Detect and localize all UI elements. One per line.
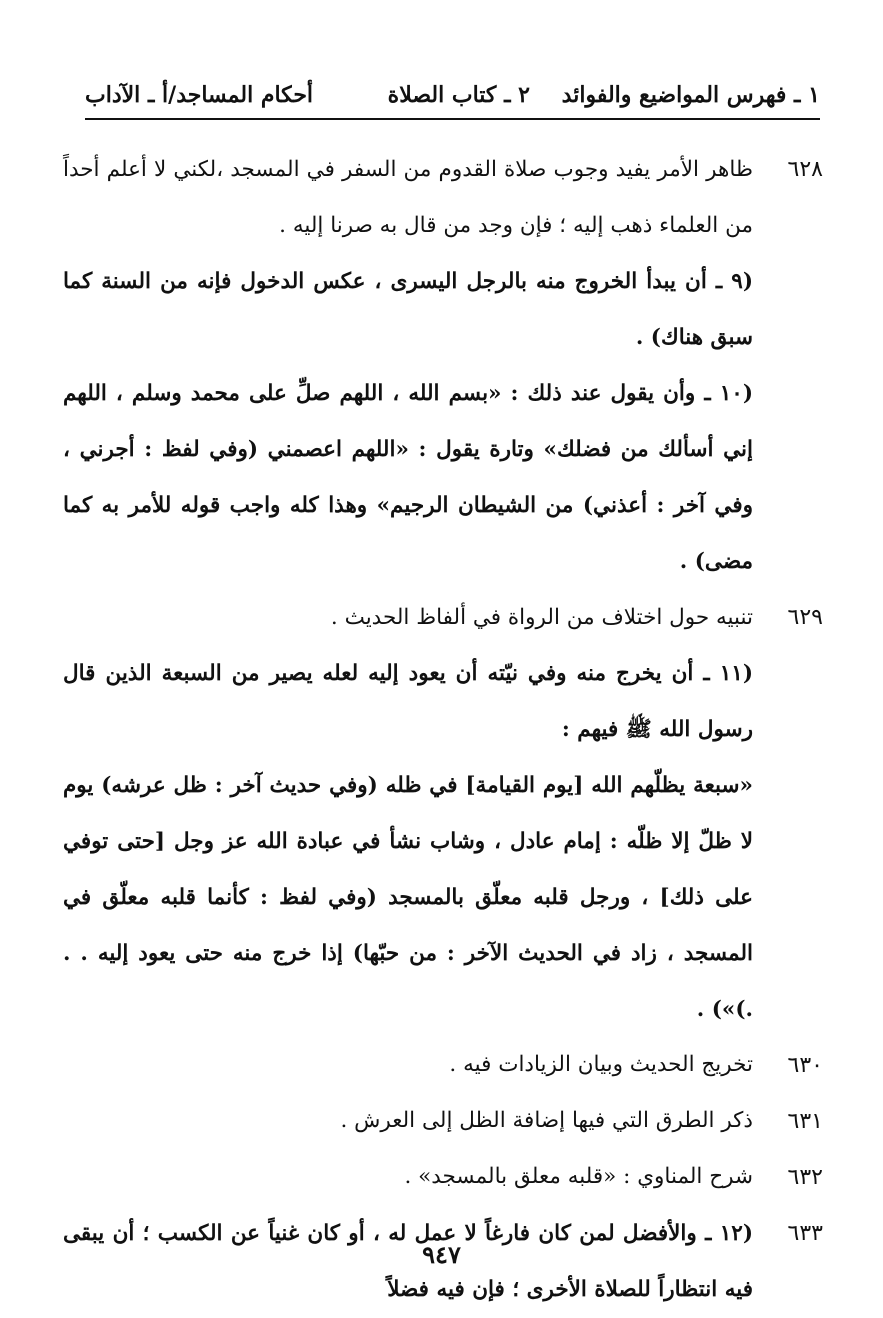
entry-paragraph: ظاهر الأمر يفيد وجوب صلاة القدوم من السفر في المسجد ،لكني لا أعلم أحداً من العلماء ذهب إليه ؛ فإن وجد من قال به صرنا إليه . (63, 157, 753, 238)
index-entry (63, 1094, 823, 1150)
header-section-title: ١ ـ فهرس المواضيع والفوائد (561, 82, 820, 108)
entry-number: ٦٣٢ (787, 1165, 823, 1190)
entry-text (63, 590, 753, 1038)
entry-paragraph: (١٢ ـ والأفضل لمن كان فارغاً لا عمل له ، أو كان غنياً عن الكسب ؛ أن يبقى فيه انتظاراً للصلاة الأخرى ؛ فإن فيه فضلاً (63, 1221, 753, 1302)
entry-paragraph: (٩ ـ أن يبدأ الخروج منه بالرجل اليسرى ، عكس الدخول فإنه من السنة كما سبق هناك) . (63, 269, 753, 350)
entry-number: ٦٣٠ (787, 1053, 823, 1078)
index-entry (63, 1150, 823, 1206)
index-entry (63, 142, 823, 590)
entry-number: ٦٢٨ (787, 157, 823, 182)
header-book-title: ٢ ـ كتاب الصلاة (387, 82, 530, 108)
entry-text (63, 142, 753, 590)
entry-number: ٦٢٩ (787, 605, 823, 630)
entry-text (63, 1038, 753, 1092)
index-entry (63, 590, 823, 1038)
entry-paragraph: «سبعة يظلّهم الله [يوم القيامة] في ظله (وفي حديث آخر : ظل عرشه) يوم لا ظلّ إلا ظلّه : إمام عادل ، وشاب نشأ في عبادة الله عز وجل [حتى توفي على ذلك] ، ورجل قلبه معلّق بالمسجد (وفي لفظ : كأنما قلبه معلّق في المسجد ، زاد في الحديث الآخر : من حبّها) إذا خرج منه حتى يعود إليه . . .)») . (63, 773, 753, 1022)
header-chapter-title: أحكام المساجد/أ ـ الآداب (85, 82, 314, 108)
entry-number: ٦٣٣ (787, 1221, 823, 1246)
entry-paragraph: تنبيه حول اختلاف من الرواة في ألفاظ الحديث . (330, 605, 753, 630)
entry-text (63, 1150, 753, 1204)
entry-number: ٦٣١ (787, 1109, 823, 1134)
index-entry (63, 1038, 823, 1094)
page-number: ٩٤٧ (422, 1240, 461, 1269)
index-entries (63, 142, 823, 1318)
entry-paragraph: تخريج الحديث وبيان الزيادات فيه . (449, 1052, 753, 1077)
entry-paragraph: شرح المناوي : «قلبه معلق بالمسجد» . (404, 1164, 753, 1189)
entry-paragraph: (١١ ـ أن يخرج منه وفي نيّته أن يعود إليه لعله يصير من السبعة الذين قال رسول الله ﷺ فيهم : (63, 661, 753, 742)
running-header (85, 78, 820, 120)
entry-paragraph: (١٠ ـ وأن يقول عند ذلك : «بسم الله ، اللهم صلِّ على محمد وسلم ، اللهم إني أسألك من فضلك» وتارة يقول : «اللهم اعصمني (وفي لفظ : أجرني ، وفي آخر : أعذني) من الشيطان الرجيم» وهذا كله واجب قوله للأمر به كما مضى) . (63, 381, 753, 574)
entry-text (63, 1094, 753, 1148)
entry-paragraph: ذكر الطرق التي فيها إضافة الظل إلى العرش . (340, 1108, 753, 1133)
